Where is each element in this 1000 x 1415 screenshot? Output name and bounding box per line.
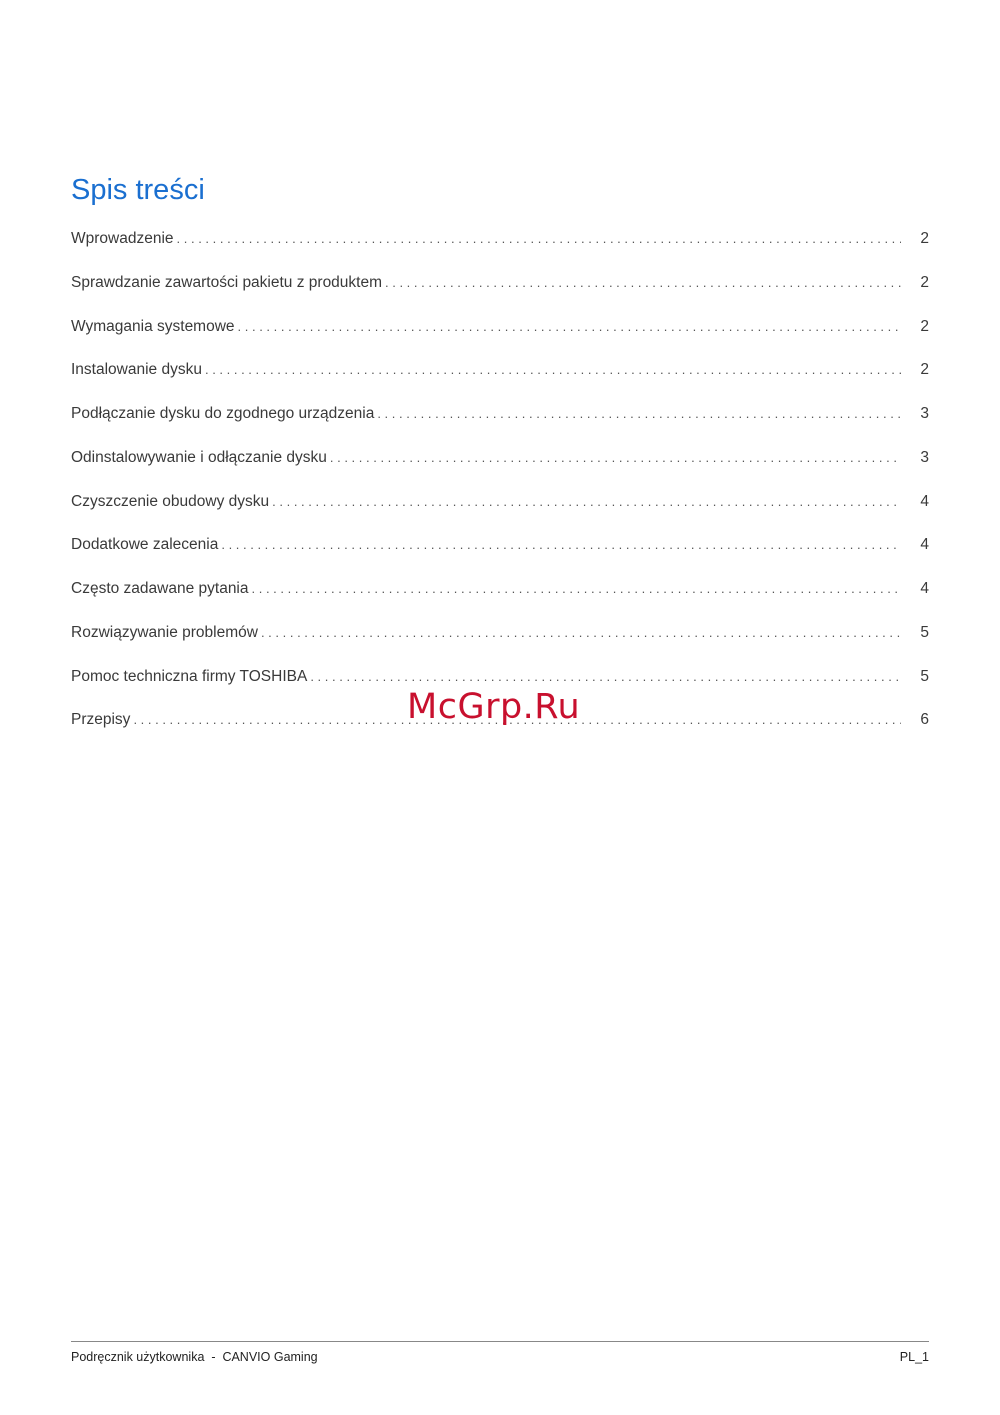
toc-entry-label: Sprawdzanie zawartości pakietu z produktem [71,273,383,291]
toc-dot-leader [252,576,901,602]
footer-document-title: Podręcznik użytkownika - CANVIO Gaming [71,1350,318,1364]
toc-entry-page: 2 [920,361,929,379]
toc-entry[interactable] [71,576,929,620]
toc-entry-page: 2 [920,230,929,247]
toc-dot-leader [330,445,901,471]
toc-title: Spis treści [71,174,205,206]
toc-entry-page: 6 [920,711,929,729]
toc-entry[interactable] [71,620,929,664]
toc-entry-label: Dodatkowe zalecenia [71,536,219,554]
toc-entry-page: 3 [920,448,929,466]
toc-entry-page: 3 [920,405,929,422]
toc-entry[interactable] [71,357,929,401]
toc-entry-page: 4 [920,492,929,510]
toc-entry-label: Pomoc techniczna firmy TOSHIBA [71,667,308,685]
toc-entry-label: Wprowadzenie [71,230,174,247]
toc-dot-leader [205,357,901,383]
toc-entry-page: 2 [920,317,929,335]
toc-dot-leader [261,620,901,646]
toc-dot-leader [272,489,901,515]
toc-entry[interactable] [71,226,929,270]
watermark: McGrp.Ru [407,687,581,727]
toc-dot-leader [377,401,901,427]
toc-dot-leader [310,664,901,690]
toc-entry[interactable] [71,532,929,576]
toc-entry-label: Często zadawane pytania [71,580,249,597]
toc-entry-label: Czyszczenie obudowy dysku [71,492,270,510]
toc-entry-label: Instalowanie dysku [71,361,202,379]
toc-entry-page: 4 [920,580,929,597]
toc-list [71,226,929,751]
toc-entry-page: 5 [920,667,929,685]
toc-entry[interactable] [71,445,929,489]
toc-entry[interactable] [71,401,929,445]
toc-entry-label: Odinstalowywanie i odłączanie dysku [71,448,327,466]
toc-entry-label: Wymagania systemowe [71,317,235,335]
toc-entry-label: Przepisy [71,711,131,729]
toc-entry-page: 2 [920,273,929,291]
toc-entry-page: 4 [920,536,929,554]
toc-dot-leader [177,226,901,252]
toc-entry-label: Podłączanie dysku do zgodnego urządzenia [71,405,375,422]
toc-entry[interactable] [71,489,929,533]
toc-dot-leader [385,270,901,296]
toc-entry-label: Rozwiązywanie problemów [71,623,258,641]
toc-entry-page: 5 [920,623,929,641]
toc-dot-leader [221,532,901,558]
footer-divider [71,1341,929,1342]
footer-page-number: PL_1 [899,1350,929,1364]
toc-entry[interactable] [71,270,929,314]
toc-dot-leader [238,314,901,340]
toc-entry[interactable] [71,314,929,358]
